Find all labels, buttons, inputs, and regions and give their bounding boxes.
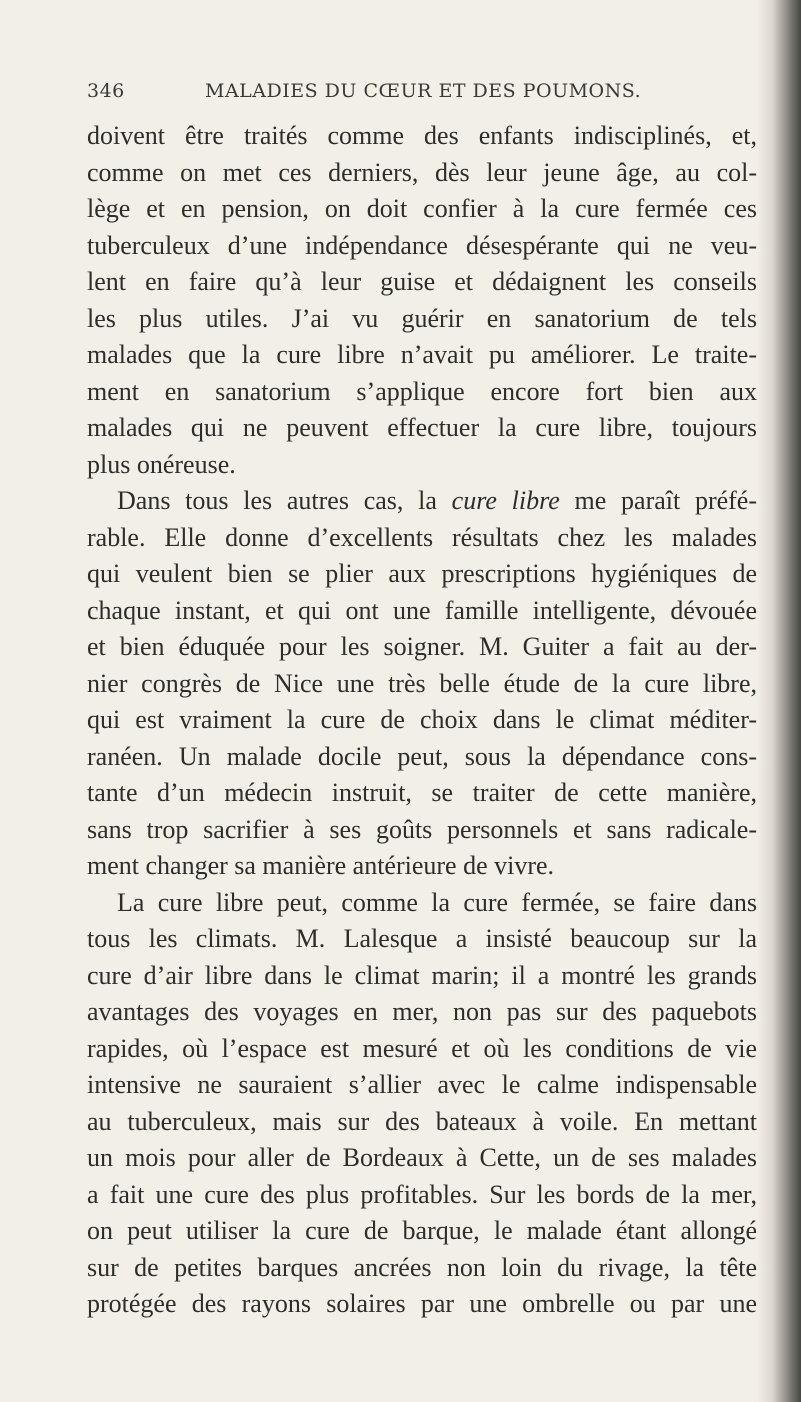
text-line: lent en faire qu’à leur guise et dédaignent les conseils bbox=[87, 267, 757, 296]
text-line: a fait une cure des plus profitables. Sur les bords de la mer, bbox=[87, 1179, 757, 1209]
paragraph-first-line bbox=[87, 483, 757, 520]
text-line: ranéen. Un malade docile peut, sous la dépendance cons- bbox=[87, 741, 757, 771]
text-line: on peut utiliser la cure de barque, le malade étant allongé bbox=[87, 1216, 757, 1245]
text-line: nier congrès de Nice une très belle étude de la cure libre, bbox=[87, 668, 757, 698]
text-line: tante d’un médecin instruit, se traiter de cette manière, bbox=[87, 778, 757, 807]
text-line: comme on met ces derniers, dès leur jeune âge, au col- bbox=[87, 157, 757, 187]
body-text bbox=[87, 118, 757, 1323]
text-line: protégée des rayons solaires par une ombrelle ou par une bbox=[87, 1289, 757, 1318]
text-line: lège et en pension, on doit confier à la cure fermée ces bbox=[87, 194, 757, 223]
page-edge-shadow bbox=[757, 0, 801, 1402]
text-line: qui est vraiment la cure de choix dans le climat méditer- bbox=[87, 705, 757, 734]
text-line: sans trop sacrifier à ses goûts personnels et sans radicale- bbox=[87, 814, 757, 844]
text-line: sur de petites barques ancrées non loin du rivage, la tête bbox=[87, 1252, 757, 1282]
text-line: au tuberculeux, mais sur des bateaux à voile. En mettant bbox=[87, 1106, 757, 1136]
text-line: ment en sanatorium s’applique encore fort bien aux bbox=[87, 376, 757, 406]
page-number: 346 bbox=[87, 80, 125, 102]
text-line: qui veulent bien se plier aux prescriptions hygiéniques de bbox=[87, 559, 757, 588]
text-line: intensive ne sauraient s’allier avec le calme indispensable bbox=[87, 1070, 757, 1099]
text-segment: me paraît préfé- bbox=[559, 486, 758, 515]
paragraph-first-line: La cure libre peut, comme la cure fermée, se faire dans bbox=[117, 887, 757, 917]
text-line: rapides, où l’espace est mesuré et où les conditions de vie bbox=[87, 1033, 757, 1063]
text-line: chaque instant, et qui ont une famille intelligente, dévouée bbox=[87, 595, 757, 625]
text-line: malades que la cure libre n’avait pu améliorer. Le traite- bbox=[87, 340, 757, 369]
running-title: MALADIES DU CŒUR ET DES POUMONS. bbox=[205, 80, 642, 102]
text-line: avantages des voyages en mer, non pas sur des paquebots bbox=[87, 997, 757, 1026]
text-line: les plus utiles. J’ai vu guérir en sanatorium de tels bbox=[87, 303, 757, 333]
text-line: malades qui ne peuvent effectuer la cure libre, toujours bbox=[87, 413, 757, 442]
text-segment: Dans tous les autres cas, la bbox=[117, 486, 452, 515]
italic-term: cure libre bbox=[451, 486, 560, 515]
text-line: plus onéreuse. bbox=[87, 449, 236, 479]
text-line: doivent être traités comme des enfants indisciplinés, et, bbox=[87, 121, 757, 150]
running-head bbox=[87, 80, 697, 110]
text-line: tuberculeux d’une indépendance désespérante qui ne veu- bbox=[87, 230, 757, 260]
text-line: rable. Elle donne d’excellents résultats chez les malades bbox=[87, 522, 757, 552]
text-line: tous les climats. M. Lalesque a insisté beaucoup sur la bbox=[87, 924, 757, 953]
text-line: cure d’air libre dans le climat marin; il a montré les grands bbox=[87, 960, 757, 990]
text-line: ment changer sa manière antérieure de vivre. bbox=[87, 851, 555, 880]
text-line: et bien éduquée pour les soigner. M. Guiter a fait au der- bbox=[87, 632, 757, 661]
text-line: un mois pour aller de Bordeaux à Cette, un de ses malades bbox=[87, 1143, 757, 1172]
